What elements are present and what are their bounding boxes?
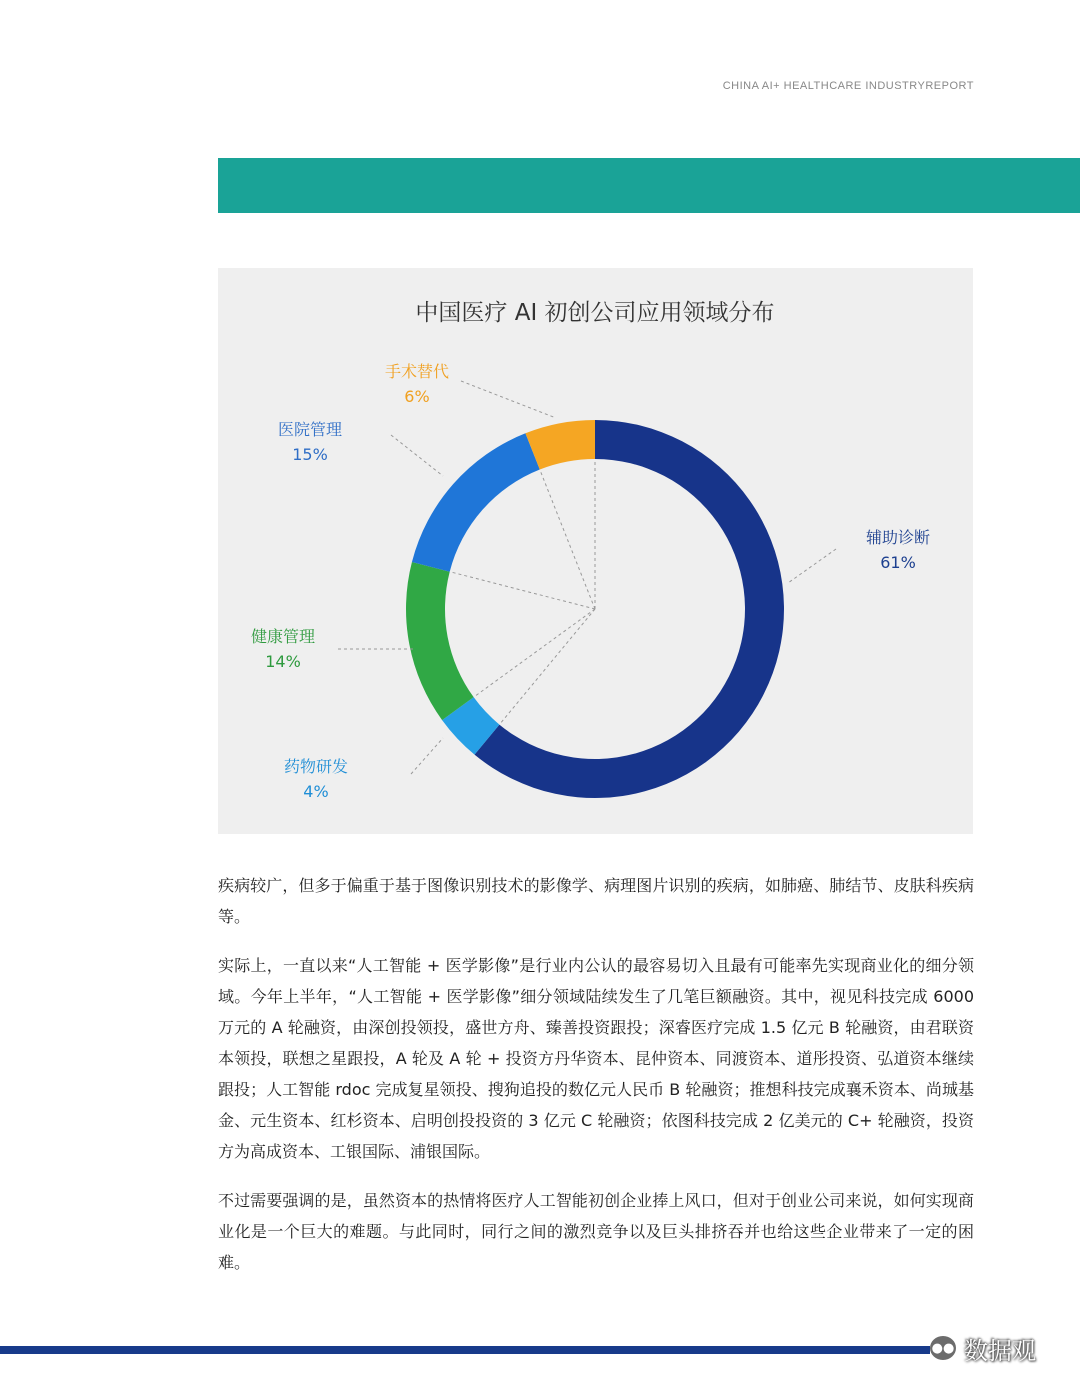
footer-bar	[0, 1346, 930, 1354]
leader-line-4	[461, 381, 556, 418]
section-banner	[218, 158, 1080, 213]
leader-line-1	[411, 738, 443, 774]
wechat-icon: ●●	[930, 1336, 956, 1360]
slice-percent-2: 14%	[265, 652, 301, 671]
slice-label-2: 健康管理	[250, 627, 316, 646]
slice-label-4: 手术替代	[384, 362, 450, 381]
paragraph-2: 实际上，一直以来“人工智能 + 医学影像”是行业内公认的最容易切入且最有可能率先实现商业化的细分领域。今年上半年，“人工智能 + 医学影像”细分领域陆续发生了几笔巨额融资。其中，视见科技完成 6000 万元的 A 轮融资，由深创投领投，盛世方舟、臻善投资跟投；深睿医疗完成 1.5 亿元 B 轮融资，由君联资本领投，联想之星跟投，A 轮及 A 轮 + 投资方丹华资本、昆仲资本、同渡资本、道彤投资、弘道资本继续跟投；人工智能 rdoc 完成复星领投、搜狗追投的数亿元人民币 B 轮融资；推想科技完成襄禾资本、尚珹基金、元生资本、红杉资本、启明创投投资的 3 亿元 C 轮融资；依图科技完成 2 亿美元的 C+ 轮融资，投资方为高成资本、工银国际、浦银国际。	[218, 956, 974, 1161]
footer-bar-end	[922, 1346, 930, 1354]
watermark-text: 数据观	[964, 1336, 1036, 1365]
leader-line-3	[391, 435, 443, 476]
divider-line-2	[474, 609, 595, 697]
chart-panel	[218, 268, 973, 834]
chart-title: 中国医疗 AI 初创公司应用领域分布	[415, 300, 775, 326]
body-text	[218, 870, 974, 1296]
divider-line-3	[450, 572, 595, 609]
paragraph-1: 疾病较广，但多于偏重于基于图像识别技术的影像学、病理图片识别的疾病，如肺癌、肺结节、皮肤科疾病等。	[218, 876, 974, 926]
watermark	[930, 1326, 1036, 1370]
donut-chart	[218, 268, 973, 834]
slice-label-1: 药物研发	[283, 757, 349, 776]
divider-line-4	[540, 470, 595, 609]
slice-percent-1: 4%	[303, 782, 329, 801]
paragraph-3: 不过需要强调的是，虽然资本的热情将医疗人工智能初创企业捧上风口，但对于创业公司来说，如何实现商业化是一个巨大的难题。与此同时，同行之间的激烈竞争以及巨头排挤吞并也给这些企业带来了一定的困难。	[218, 1191, 974, 1272]
donut-slice-2	[406, 562, 474, 720]
donut-slice-3	[412, 433, 540, 571]
slice-percent-4: 6%	[404, 387, 430, 406]
slice-percent-3: 15%	[292, 445, 328, 464]
divider-line-1	[499, 609, 595, 725]
report-header-title: CHINA AI+ HEALTHCARE INDUSTRYREPORT	[722, 80, 974, 92]
leader-line-0	[788, 549, 836, 583]
slice-label-0: 辅助诊断	[865, 528, 931, 547]
slice-percent-0: 61%	[880, 553, 916, 572]
slice-label-3: 医院管理	[277, 420, 343, 439]
